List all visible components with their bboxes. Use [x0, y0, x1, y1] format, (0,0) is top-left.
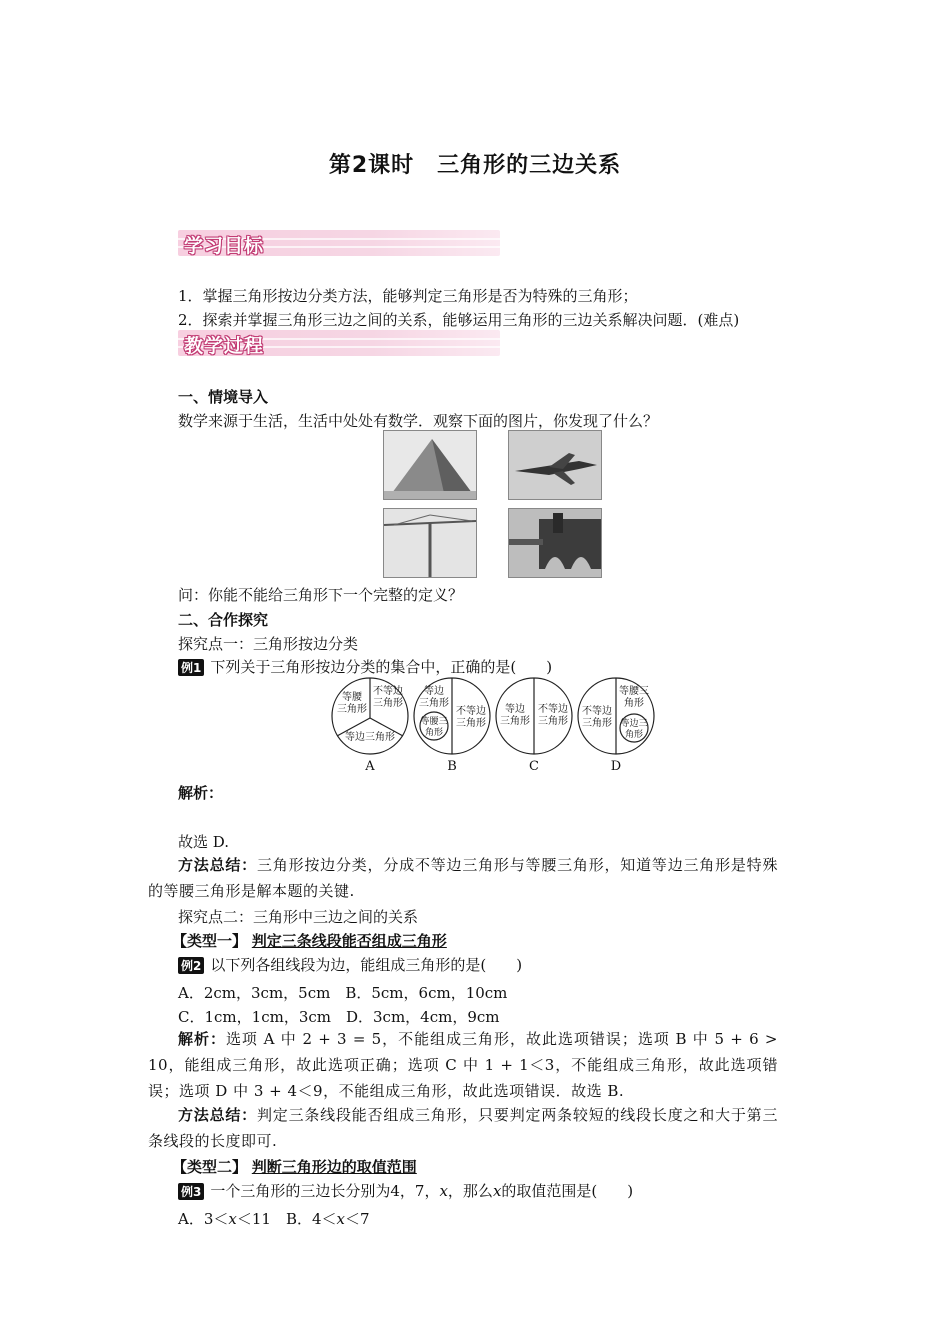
method-summary-2: [148, 1102, 778, 1154]
analysis-label: 解析：: [178, 784, 224, 802]
diagram-b-region: 等边: [424, 686, 444, 697]
section1-question: 问：你能不能给三角形下一个完整的定义？: [178, 586, 464, 604]
example-tag: 例3: [178, 1183, 204, 1200]
diagram-b-region: 等腰三: [420, 717, 448, 727]
summary-label: 方法总结：: [178, 1106, 257, 1124]
method-summary-1: [148, 852, 778, 904]
option-text: ＜11 B．4＜: [236, 1210, 337, 1228]
pyramid-image: [384, 431, 476, 499]
variable-x: x: [492, 1182, 502, 1200]
example-2: [178, 954, 522, 975]
type-1-title: 判定三条线段能否组成三角形: [251, 932, 447, 950]
example-3-text: 一个三角形的三边长分别为4，7，: [210, 1182, 440, 1200]
diagram-d-region: 角形: [624, 698, 644, 709]
summary-label: 方法总结：: [178, 856, 257, 874]
example-3: [178, 1180, 633, 1201]
example-2-text: 以下列各组线段为边，能组成三角形的是( ): [210, 956, 523, 974]
diagram-b: [414, 678, 490, 774]
summary-text: 三角形按边分类，分成不等边三角形与等腰三角形，知道等边三角形是特殊的等腰三角形是解本题的关键.: [148, 856, 778, 900]
example-3-text: 的取值范围是( ): [501, 1182, 634, 1200]
diagram-c-region: 三角形: [538, 716, 568, 727]
variable-x: x: [439, 1182, 448, 1200]
section2-heading: 二、合作探究: [178, 611, 269, 629]
exploration-point-1: 探究点一：三角形按边分类: [178, 635, 359, 653]
diagram-c-region: 不等边: [538, 704, 568, 715]
bridge-photo: [508, 508, 602, 578]
type-1-label: 【类型一】: [172, 932, 248, 950]
jet-photo: [508, 430, 602, 500]
analysis-text: 选项 A 中 2 + 3 = 5，不能组成三角形，故此选项错误；选项 B 中 5 + 6 > 10，能组成三角形，故此选项正确；选项 C 中 1 + 1＜3，不能组成三角形，故此选项错误；选项 D 中 3 + 4＜9，不能组成三角形，故此选项错误．故选 B.: [148, 1030, 778, 1100]
diagram-a-region: 三角形: [373, 698, 403, 709]
type-2-label: 【类型二】: [172, 1158, 248, 1176]
diagram-c-region: 等边: [505, 704, 525, 715]
answer-text: 故选 D.: [178, 833, 230, 851]
diagram-d-region: 三角形: [582, 718, 612, 729]
diagram-d-region: 角形: [624, 730, 644, 740]
diagram-label: C: [529, 759, 539, 774]
jet-image: [509, 431, 601, 499]
analysis-label: 解析：: [178, 1030, 226, 1048]
diagram-label: D: [610, 759, 622, 774]
goals-banner-label: 学习目标: [184, 235, 265, 257]
diagram-b-region: 角形: [424, 728, 444, 738]
diagram-label: B: [447, 759, 457, 774]
type-2-title: 判断三角形边的取值范围: [251, 1158, 417, 1176]
diagram-a-region: 三角形: [337, 704, 367, 715]
diagram-a-region: 不等边: [373, 686, 403, 697]
diagram-a-region: 等边三角形: [345, 732, 395, 743]
goal-item: 1．掌握三角形按边分类方法，能够判定三角形是否为特殊的三角形；: [178, 287, 638, 305]
diagram-label: A: [365, 759, 375, 774]
goal-item: 2．探索并掌握三角形三边之间的关系，能够运用三角形的三边关系解决问题．(难点): [178, 311, 740, 329]
example-3-options: [178, 1208, 370, 1229]
summary-text: 判定三条线段能否组成三角形，只要判定两条较短的线段长度之和大于第三条线段的长度即可.: [148, 1106, 778, 1150]
diagram-d-region: 等腰三: [619, 686, 649, 697]
example-2-options-1: A．2cm，3cm，5cm B．5cm，6cm，10cm: [178, 984, 508, 1002]
diagram-c: [496, 678, 572, 774]
example-1-text: 下列关于三角形按边分类的集合中，正确的是( ): [210, 658, 553, 676]
type-1-heading: [172, 930, 447, 951]
process-banner: [178, 330, 500, 356]
classification-diagrams: [328, 674, 658, 778]
section1-heading: 一、情境导入: [178, 388, 269, 406]
diagram-b-region: 三角形: [456, 718, 486, 729]
example-tag: 例1: [178, 659, 204, 676]
diagram-b-region: 不等边: [456, 706, 486, 717]
diagram-a: [332, 678, 408, 774]
example-2-analysis: [148, 1026, 778, 1104]
crane-photo: [383, 508, 477, 578]
example-tag: 例2: [178, 957, 204, 974]
option-text: ＜7: [344, 1210, 370, 1228]
diagram-a-region: 等腰: [342, 692, 362, 703]
crane-image: [384, 509, 476, 577]
diagram-d-region: 不等边: [582, 706, 612, 717]
variable-x: x: [228, 1210, 237, 1228]
diagram-c-region: 三角形: [500, 716, 530, 727]
variable-x: x: [336, 1210, 345, 1228]
bridge-image: [509, 509, 601, 577]
diagram-d: [578, 678, 654, 774]
section1-intro: 数学来源于生活，生活中处处有数学．观察下面的图片，你发现了什么？: [178, 412, 659, 430]
option-text: A．3＜: [178, 1210, 229, 1228]
pyramid-photo: [383, 430, 477, 500]
process-banner-label: 教学过程: [184, 335, 265, 357]
goals-banner: [178, 230, 500, 256]
example-3-text: ，那么: [447, 1182, 493, 1200]
type-2-heading: [172, 1156, 417, 1177]
example-2-options-2: C．1cm，1cm，3cm D．3cm，4cm，9cm: [178, 1008, 500, 1026]
page-title: 第2课时 三角形的三边关系: [328, 153, 622, 178]
exploration-point-2: 探究点二：三角形中三边之间的关系: [178, 908, 419, 926]
diagram-b-region: 三角形: [419, 698, 449, 709]
diagram-d-region: 等边三: [620, 719, 648, 729]
